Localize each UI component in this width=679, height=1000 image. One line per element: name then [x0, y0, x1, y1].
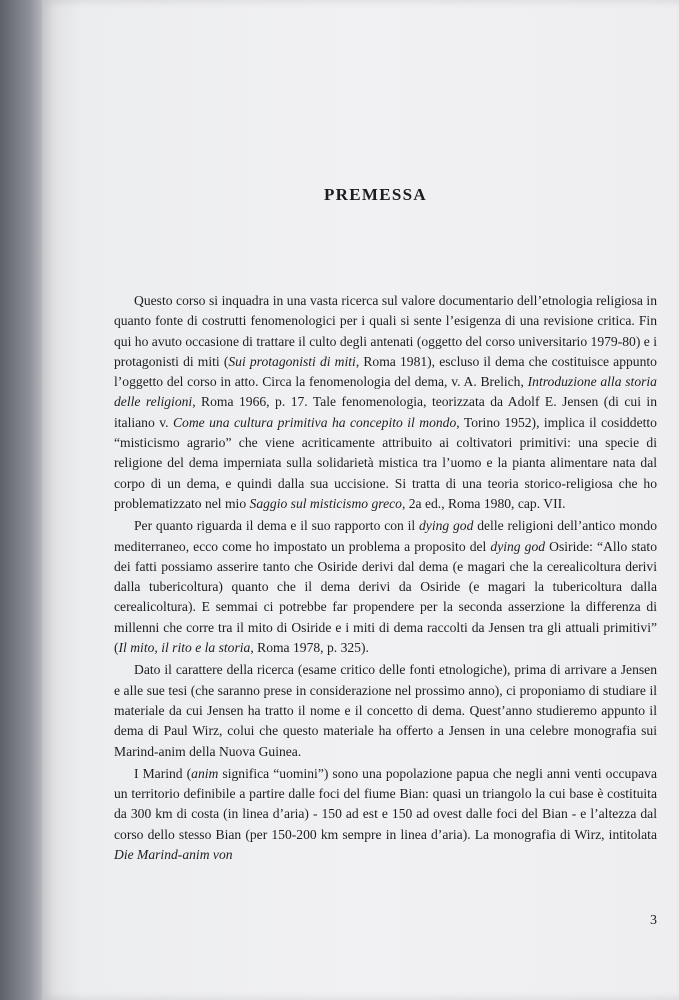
- text-run: Osiride: “Allo stato dei fatti possiamo asserire tanto che Osiride derivi dal dema (e magari che la cerealicoltura derivi dalla tubericoltura) quanto che il dema derivi da Osiride (e magari la tubericoltura dalla cerealicoltura). E semmai ci potrebbe far propendere per la seconda asserzione la differenza di millenni che corre tra il mito di Osiride e i miti di dema raccolti da Jensen tra gli attuali primitivi” (: [114, 538, 657, 656]
- paragraph-3: [114, 660, 657, 761]
- text-run: delle religioni dell’antico mondo mediterraneo, ecco come ho impostato un problema a proposito del: [114, 518, 657, 554]
- italic-text: anim: [191, 765, 219, 781]
- body-text: [114, 291, 657, 867]
- paragraph-1: [114, 291, 657, 514]
- text-run: significa “uomini”) sono una popolazione papua che negli anni venti occupava un territorio definibile a partire dalle foci del fiume Bian: quasi un triangolo la cui base è costituita da 300 km di costa (in linea d’aria) - 150 ad est e 150 ad ovest dalle foci del Bian - e l’altezza dal corso dello stesso Bian (per 150-200 km sempre in linea d’aria). La monografia di Wirz, intitolata: [114, 765, 657, 842]
- italic-text: Il mito, il rito e la storia: [118, 640, 251, 656]
- text-run: , Torino 1952), implica il cosiddetto “misticismo agrario” che viene acriticamente attribuito ai coltivatori primitivi: una specie di religione del dema imperniata sulla solidarietà mistica tra l’uomo e la pianta alimentare nata dal corpo di un dema, e quindi dalla sua uccisione. Si tratta di una teoria storico-religiosa che ho problematizzato nel mio: [114, 414, 657, 511]
- italic-text: Sui protagonisti di miti: [228, 353, 356, 369]
- text-run: , 2a ed., Roma 1980, cap. VII.: [401, 495, 566, 511]
- italic-text: dying god: [419, 518, 474, 534]
- book-page: [42, 0, 679, 1000]
- page-number: 3: [650, 913, 657, 928]
- text-run: I Marind (: [134, 765, 192, 781]
- paragraph-2: [114, 516, 657, 658]
- italic-text: Introduzione alla storia delle religioni: [114, 374, 657, 410]
- text-run: , Roma 1978, p. 325).: [250, 640, 369, 656]
- text-run: , Roma 1966, p. 17. Tale fenomenologia, teorizzata da Adolf E. Jensen (di cui in italiano v.: [114, 394, 657, 430]
- text-run: Questo corso si inquadra in una vasta ricerca sul valore documentario dell’etnologia religiosa in quanto fonte di costrutti fenomenologici per i quali si sente l’esigenza di una revisione critica. Fin qui ho avuto occasione di trattare il culto degli antenati (oggetto del corso universitario 1979-80) e i protagonisti di miti (: [114, 293, 657, 369]
- italic-text: Come una cultura primitiva ha concepito il mondo: [172, 414, 457, 430]
- text-run: Dato il carattere della ricerca (esame critico delle fonti etnologiche), prima di arrivare a Jensen e alle sue tesi (che saranno prese in considerazione nel prossimo anno), ci proponiamo di studiare il materiale da cui Jensen ha tratto il nome e il concetto di dema. Quest’anno studieremo appunto il dema di Paul Wirz, colui che questo materiale ha offerto a Jensen in una celebre monografia sui Marind-anim della Nuova Guinea.: [114, 662, 657, 759]
- italic-text: Die Marind-anim von: [114, 847, 233, 863]
- text-run: Per quanto riguarda il dema e il suo rapporto con il: [134, 518, 419, 534]
- page-title: PREMESSA: [324, 185, 427, 204]
- italic-text: dying god: [490, 538, 546, 554]
- italic-text: Saggio sul misticismo greco: [249, 495, 402, 511]
- paragraph-4: [114, 764, 657, 865]
- text-run: , Roma 1981), escluso il dema che costituisce appunto l’oggetto del corso in atto. Circa la fenomenologia del dema, v. A. Brelich,: [114, 353, 657, 390]
- adjacent-page-edge: [0, 0, 42, 1000]
